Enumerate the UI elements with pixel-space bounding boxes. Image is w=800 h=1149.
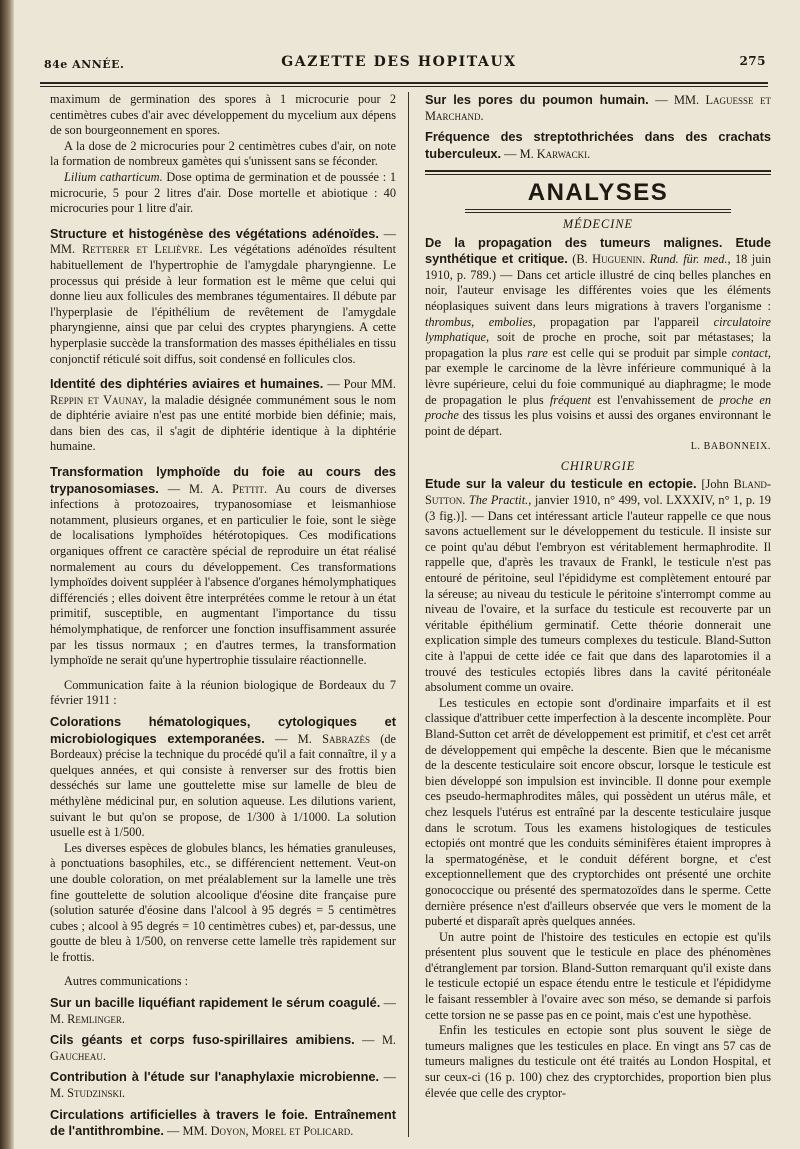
item-transformation bbox=[50, 464, 396, 669]
analyses-heading: ANALYSES bbox=[527, 179, 669, 207]
left-column bbox=[50, 92, 396, 1140]
item-authors: Doyon, Morel et Policard. bbox=[210, 1124, 354, 1139]
page bbox=[30, 52, 772, 1142]
item-cils bbox=[50, 1032, 396, 1064]
autres-communications: Autres communications : bbox=[64, 974, 189, 989]
signature: L. BABONNEIX. bbox=[690, 441, 771, 453]
paragraph: Enfin les testicules en ectopie sont plus souvent le siège de tumeurs malignes que les testicules en place. En vingt ans 57 cas de tumeurs malignes du testicule ont été traités au London Hospital, et sur ceux-ci (16 p. 100) chez des cryptorchides, proportion bien plus élevée que celle des cryptor- bbox=[425, 1023, 771, 1100]
item-text: Au cours de diverses infections à protozoaires, trypanosomiase et leismanhiose notamment, plusieurs organes, et en particulier le foie, sont le siège de localisations lymphoïdes hétérotopiques. Ces modifications organiques offrent ce caractère spécial de reproduire un état réalisé normalement au cours du développement. Ces transformations lymphoïdes doivent suppléer à l'absence d'organes hémolymphatiques différenciés ; elles doivent être interprétées comme le retour à un état primitif, susceptible, en augmentant l'importance du tissu hémolymphatique, de renforcer une fonction insuffisamment assurée par les tissus normaux ; en d'autres termes, la transformation lymphoïde ne serait qu'une hypertrophie tissulaire réactionnelle. bbox=[50, 481, 396, 668]
paragraph-text: Dose optima de germination et de poussée : 1 microcurie, 5 pour 2 litres d'air. Dose mortelle et abiotique : 40 microcuries pour 1 litre d'air. bbox=[50, 169, 396, 216]
article-text: des tissus les plus voisins et aussi des organes environnant le point de départ. bbox=[425, 408, 771, 438]
italic-term: thrombus, embolies, bbox=[425, 314, 536, 329]
section-medecine: MÉDECINE bbox=[562, 216, 634, 231]
spacer bbox=[50, 965, 396, 974]
italic-term: proche en proche bbox=[425, 392, 772, 423]
item-authors: Remlinger. bbox=[67, 1011, 125, 1026]
article-text: — Dans cet article illustré de cinq belles planches en noir, l'auteur envisage les différentes voies que les éléments néoplasiques suivent dans leurs migrations à travers l'organisme : bbox=[425, 267, 771, 313]
item-anaphylaxie bbox=[50, 1069, 396, 1101]
ref-author: Huguenin. bbox=[592, 252, 646, 267]
article-text: par exemple le carcinome de la lèvre inférieure communiqué à la lèvre supérieure, celui du foie communiqué au diaphragme; le mode de propagation le plus bbox=[425, 361, 771, 407]
article-propagation bbox=[425, 235, 771, 440]
item-title: Sur un bacille liquéfiant rapidement le sérum coagulé. bbox=[50, 995, 381, 1011]
columns bbox=[30, 92, 772, 1142]
item-diphteries bbox=[50, 376, 396, 455]
item-dash: — M. bbox=[354, 1033, 397, 1048]
ref-text: janvier 1910, n° 499, vol. LXXXIV, n° 1, p. 19 (3 fig.)]. bbox=[425, 493, 771, 523]
item-dash: — M. bbox=[264, 731, 323, 746]
item-text: (de Bordeaux) précise la technique du procédé qu'il a fait connaître, il y a quelques années, et qui consiste à renverser sur des frottis bien desséchés sur lame une gouttelette mise sur lamelle de bleu de méthylène médicinal pur, en solution aqueuse. Les dilutions varient, suivant le but qu'on se propose, de 1/300 à 1/1000. La solution usuelle est à 1/500. bbox=[50, 731, 396, 840]
item-dash: — M. bbox=[50, 1070, 396, 1101]
ref-journal: The Practit., bbox=[465, 493, 532, 508]
paragraph: A la dose de 2 microcuries pour 2 centimètres cubes d'air, on note la formation de nombreux gamètes qui s'unissent sans se féconder. bbox=[50, 138, 396, 169]
item-circulations bbox=[50, 1107, 396, 1140]
species-name: Lilium catharticum. bbox=[64, 169, 163, 184]
item-authors: Reppin et Vaunay, bbox=[50, 392, 147, 407]
spacer bbox=[50, 367, 396, 376]
item-title: Colorations hématologiques, cytologiques et microbiologiques extemporanées. bbox=[50, 713, 396, 746]
spacer bbox=[50, 669, 396, 678]
item-title: Transformation lymphoïde du foie au cours des trypanosomiases. bbox=[50, 464, 396, 496]
article-text: est celle qui se produit par simple bbox=[547, 345, 732, 360]
article-text: propagation par l'appareil bbox=[535, 314, 714, 329]
binding-edge bbox=[0, 0, 14, 1149]
italic-term: rare bbox=[527, 345, 548, 360]
section-rule bbox=[425, 170, 771, 172]
item-authors: Studzinski. bbox=[67, 1086, 126, 1101]
item-authors: Sabrazès bbox=[322, 731, 370, 746]
ref-text: [John bbox=[696, 477, 734, 492]
article-testicule bbox=[425, 476, 771, 695]
item-pores bbox=[425, 92, 771, 124]
year-label: 84e ANNÉE. bbox=[44, 58, 125, 71]
article-title: De la propagation des tumeurs malignes. Etude synthétique et critique. bbox=[425, 234, 771, 267]
item-bacille bbox=[50, 995, 396, 1027]
paragraph: Un autre point de l'histoire des testicules en ectopie est qu'ils présentent plus souvent que le testicule en place des phénomènes d'étranglement par torsion. Bland-Sutton remarquant qu'il existe dans le testicule ectopié un espace étendu entre le testicule et l'épididyme le faisant ressembler à l'ovaire avec son méso, se demande si parfois cette torsion ne se passe pas en ce point, mais c'est une hypothèse. bbox=[425, 929, 771, 1022]
item-authors: Laguesse et Marchand. bbox=[425, 93, 771, 123]
item-dash: — M. bbox=[501, 146, 537, 161]
item-title: Fréquence des streptothrichées dans des crachats tuberculeux. bbox=[425, 129, 771, 161]
italic-term: circulatoire lymphatique, bbox=[425, 314, 771, 345]
ref-journal: Rund. für. med., bbox=[645, 252, 731, 267]
item-dash: — MM. bbox=[648, 93, 706, 107]
banner-rule bbox=[465, 209, 731, 210]
communication-note: Communication faite à la réunion biologique de Bordeaux du 7 février 1911 : bbox=[50, 677, 396, 708]
spacer bbox=[50, 217, 396, 226]
ref-author: Bland-Sutton. bbox=[425, 477, 771, 508]
article-text: est l'envahissement de bbox=[590, 392, 720, 407]
paragraph bbox=[50, 170, 396, 217]
item-title: Sur les pores du poumon humain. bbox=[425, 92, 649, 107]
item-title: Structure et histogénèse des végétations adénoïdes. bbox=[50, 225, 379, 241]
running-head bbox=[30, 52, 768, 74]
item-colorations bbox=[50, 714, 396, 841]
paragraph: maximum de germination des spores à 1 microcurie pour 2 centimètres cubes d'air avec développement du mycelium aux dépens de son bourgeonnement en spores. bbox=[50, 92, 396, 138]
item-authors: Retterer et Lelièvre. bbox=[81, 242, 203, 257]
italic-term: contact, bbox=[731, 345, 771, 360]
item-dash: — MM. bbox=[50, 226, 396, 257]
journal-title: GAZETTE DES HOPITAUX bbox=[281, 54, 517, 70]
item-title: Identité des diphtéries aviaires et humaines. bbox=[50, 376, 324, 392]
right-column bbox=[425, 92, 771, 1101]
item-dash: — M. bbox=[50, 996, 396, 1026]
item-structure bbox=[50, 226, 396, 367]
header-rule-thin bbox=[40, 86, 768, 87]
item-title: Circulations artificielles à travers le foie. Entraînement de l'antithrombine. bbox=[50, 1106, 396, 1139]
paragraph: Les testicules en ectopie sont d'ordinaire imparfaits et il est classique d'attribuer cette imperfection à la descente incomplète. Pour Bland-Sutton cet arrêt de développement est primitif, et c'est cet arrêt de développement qui empêche la descente. Bien que le mécanisme de la descente testiculaire soit encore obscur, lorsque le testicule est bien développé son impulsion est invincible. Il donne pour exemple ces pseudo-hermaphrodites mâles, qui possèdent un utérus mâle, et chez lesquels l'utérus est entraîné par la descente testiculaire jusque dans le scrotum. Tous les examens histologiques de testicules ectopiés ont montré que les conduits séminifères étaient impropres à la spermatogénèse, et le conduit déférent borgne, et c'est exceptionnellement que des cryptorchides ont présenté une orchite gonococcique ou présenté des spermatozoïdes dans le sperme. Cette dernière présence n'est d'ailleurs observée que vers le moment de la puberté et disparaît après quelques années. bbox=[425, 695, 771, 929]
item-authors: Pettit. bbox=[232, 481, 268, 496]
item-streptothrichees bbox=[425, 129, 771, 162]
item-title: Cils géants et corps fuso-spirillaires amibiens. bbox=[50, 1032, 355, 1048]
ref-text: 18 juin 1910, p. 789.) bbox=[425, 252, 772, 282]
italic-term: fréquent bbox=[549, 392, 591, 407]
article-title: Etude sur la valeur du testicule en ectopie. bbox=[425, 476, 697, 492]
column-divider bbox=[408, 92, 409, 1137]
article-text: soit de proche en proche, soit par métastases; la propagation la plus bbox=[425, 330, 771, 360]
page-number: 275 bbox=[739, 54, 766, 68]
ref-text: (B. bbox=[567, 252, 593, 267]
section-rule-thin bbox=[425, 174, 771, 175]
section-chirurgie: CHIRURGIE bbox=[560, 458, 636, 473]
spacer bbox=[50, 455, 396, 464]
banner-rule-thin bbox=[465, 212, 731, 213]
paragraph: Les diverses espèces de globules blancs, les hématies granuleuses, à ponctuations basophiles, etc., se différencient nettement. Veut-on une double coloration, on met préalablement sur la lamelle une très fine gouttelette de solution alcoolique d'éosine dite française pure (solution saturée d'éosine dans l'alcool à 95 degrés = 5 centimètres cubes ; alcool à 95 degrés = 10 centimètres cubes) et, par-dessus, une goutte de bleu à 1/500, on renverse cette lamelle très rapidement sur le frottis. bbox=[50, 840, 396, 964]
item-dash: — M. A. bbox=[158, 481, 233, 496]
item-dash: — Pour MM. bbox=[323, 377, 396, 392]
item-dash: — MM. bbox=[163, 1124, 211, 1139]
item-authors: Karwacki. bbox=[536, 146, 591, 161]
item-title: Contribution à l'étude sur l'anaphylaxie microbienne. bbox=[50, 1069, 380, 1085]
header-rule bbox=[40, 82, 768, 84]
item-text: la maladie désignée communément sous le nom de diphtérie aviaire n'est pas une entité morbide bien définie; mais, dans bien des cas, il s'agit de diphtérie identique à la diphtérie humaine. bbox=[50, 392, 396, 454]
item-authors: Gaucheau. bbox=[50, 1048, 106, 1063]
article-text: — Dans cet intéressant article l'auteur rappelle ce que nous savons actuellement sur le développement du testicule. Il insiste sur ce point qu'au début l'embryon est véritablement hermaphrodite. Il rappelle que, d'après les travaux de Frankl, le testicule n'est pas entouré de péritoine, seul l'épididyme est complètement entouré par la séreuse; au niveau du testicule le péritoine s'interrompt comme au niveau de l'ovaire, et la surface du testicule est recouverte par un véritable épithélium germinatif. Cette théorie donnerait une explication simple des tumeurs complexes du testicule. Bland-Sutton cite à l'appui de cette idée ce fait que dans des laparotomies il a trouvé des testicules ectopiés libres dans la cavité péritonéale absolument comme un ovaire. bbox=[425, 508, 771, 695]
item-text: Les végétations adénoïdes résultent habituellement de l'hypertrophie de l'amygdale pharyngienne. Le processus qui préside à leur formation est le même que celui qui donne lieu aux follicules des membranes tégumentaires. Il débute par l'hyperplasie de l'épithélium de revêtement de l'amygdale pharyngienne, ainsi que par celui des cryptes pharyngiens. A cette hyperplasie succède la transformation des masses épithéliales en tissu conjonctif réticulé soit diffus, soit condensé en follicules clos. bbox=[50, 242, 397, 366]
